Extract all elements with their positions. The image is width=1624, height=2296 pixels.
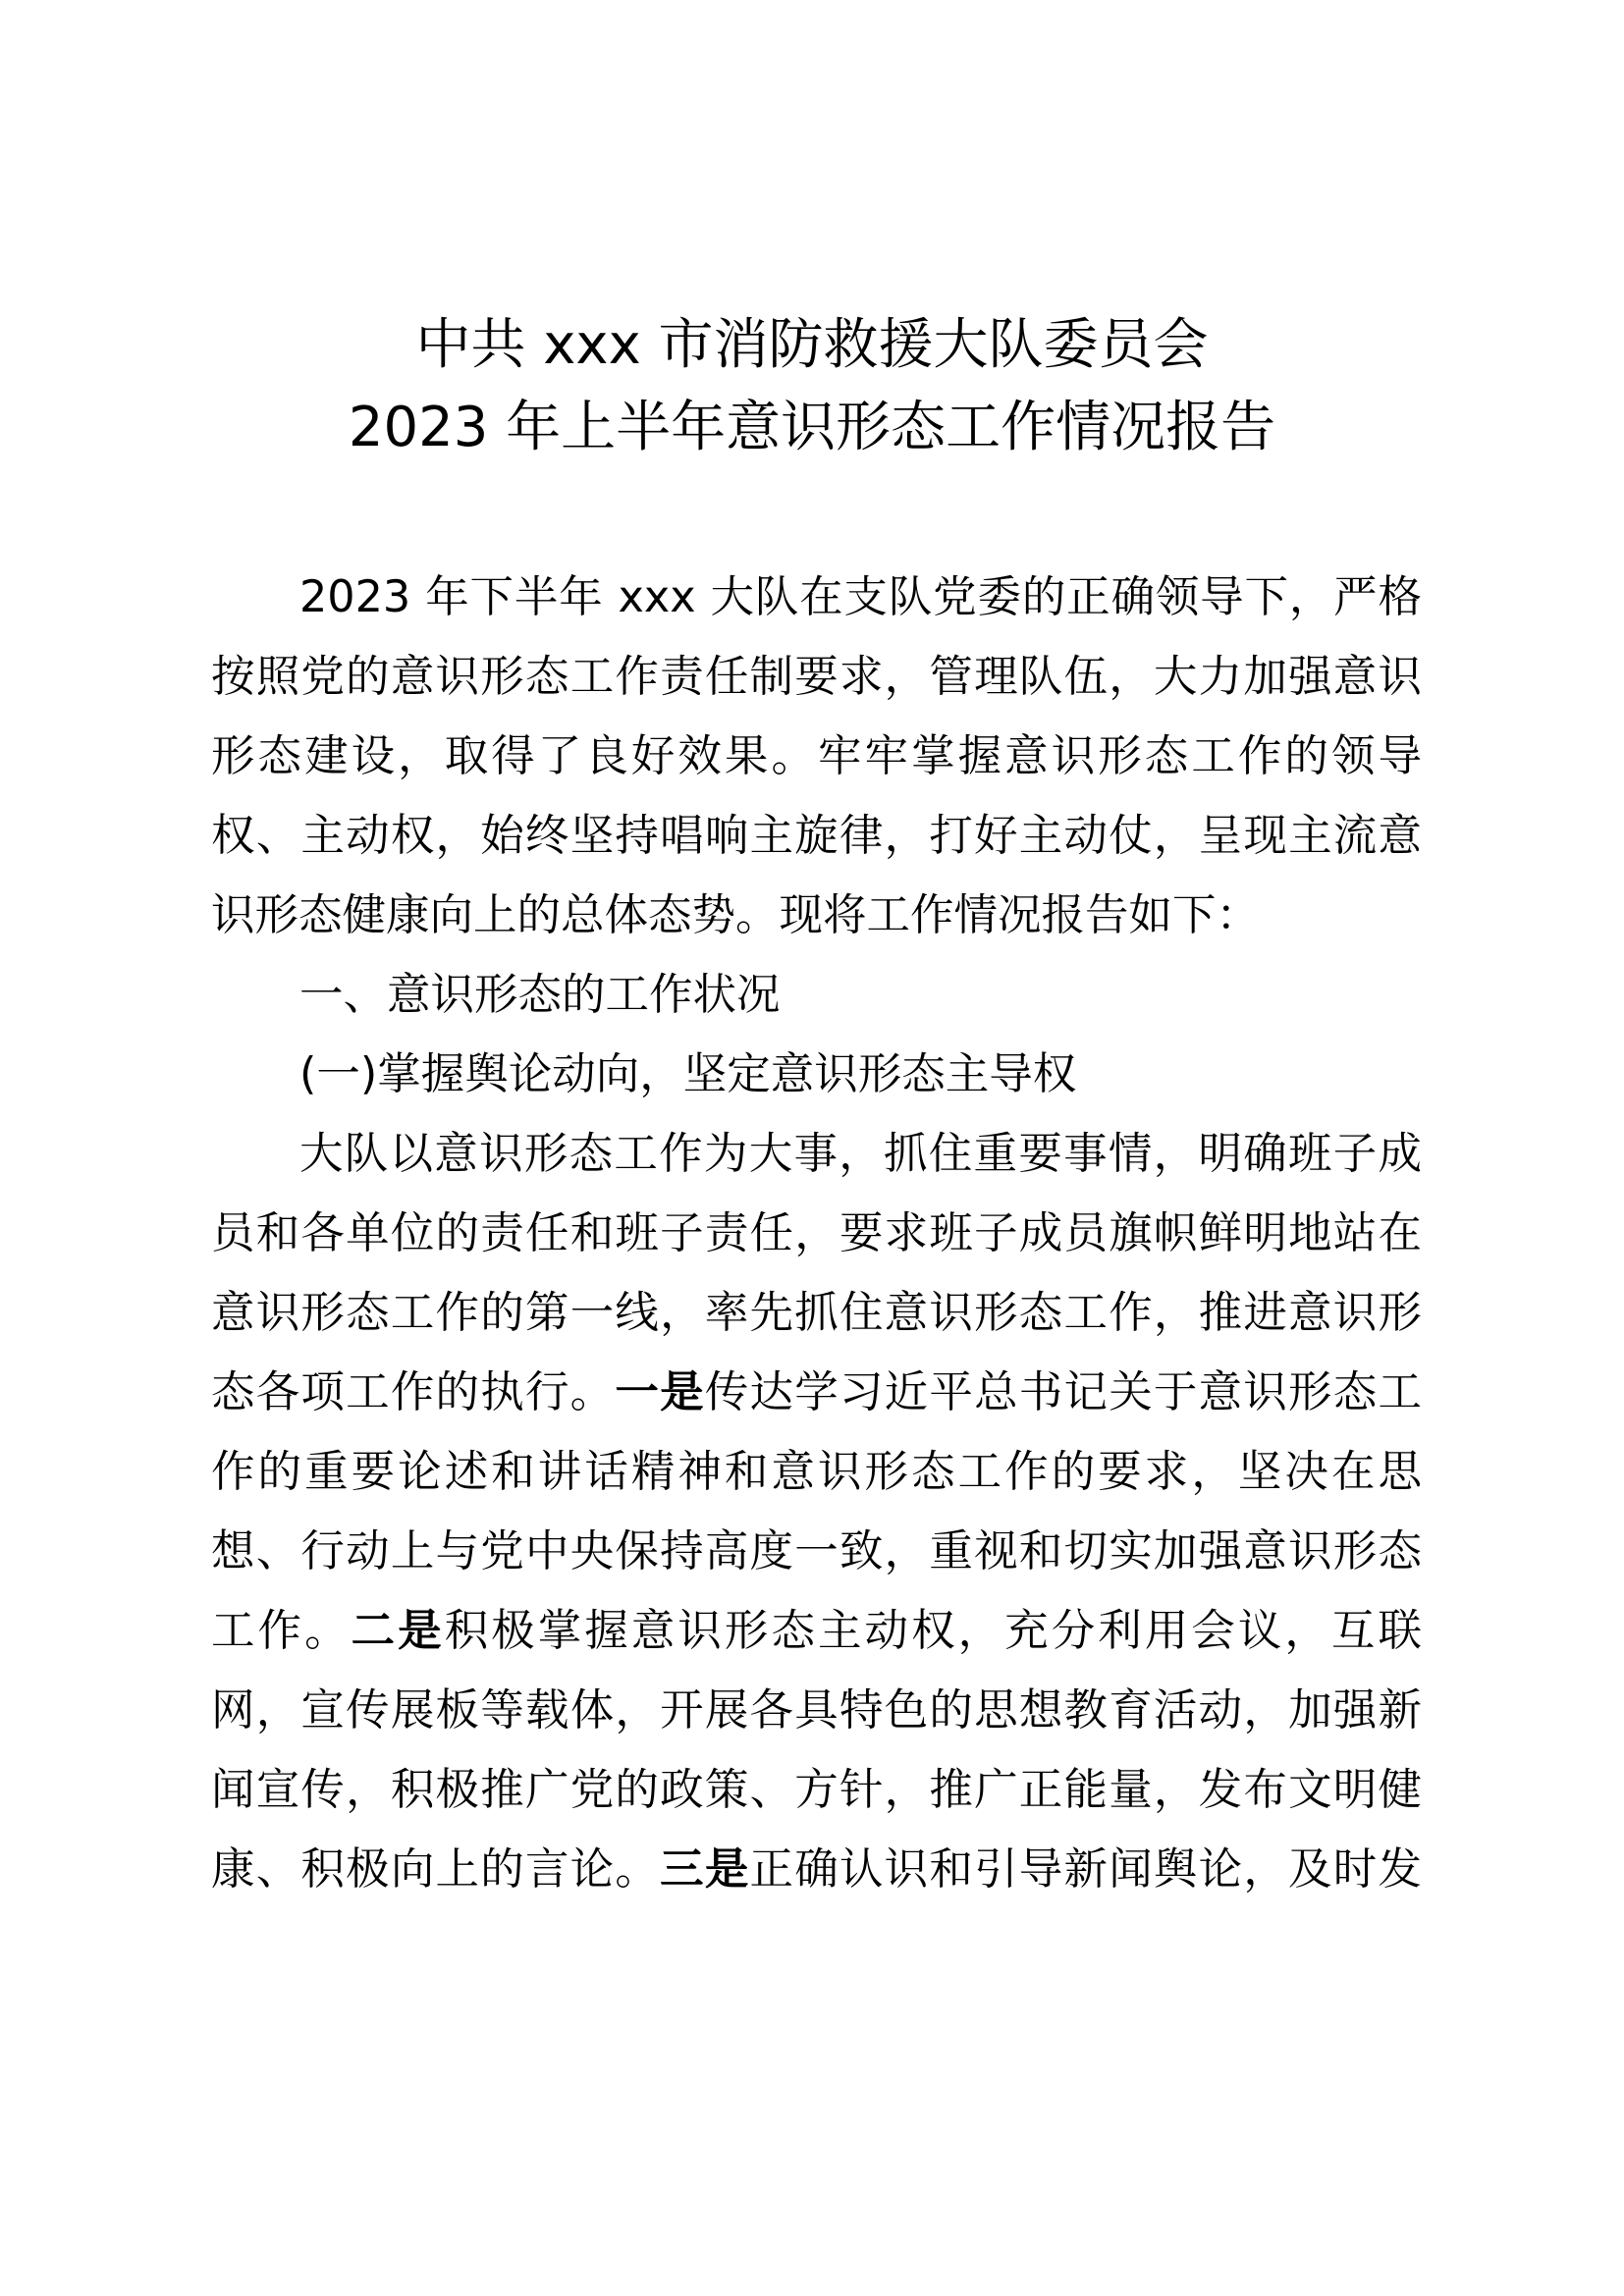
text-segment: 康、积极向上的言论。	[211, 1844, 661, 1895]
text-segment: 传达学习近平总书记关于意识形态工	[704, 1367, 1422, 1417]
text-line	[211, 1512, 1422, 1591]
text-line	[211, 796, 1422, 876]
text-segment: 大队以意识形态工作为大事，抓住重要事情，明确班子成	[299, 1129, 1422, 1179]
text-line	[211, 1353, 1422, 1432]
text-segment: 员和各单位的责任和班子责任，要求班子成员旗帜鲜明地站在	[211, 1208, 1422, 1258]
text-segment: 闻宣传，积极推广党的政策、方针，推广正能量，发布文明健	[211, 1765, 1422, 1815]
text-line	[211, 1591, 1422, 1671]
text-segment: (一)掌握舆论动向，坚定意识形态主导权	[299, 1049, 1077, 1099]
text-line	[211, 1830, 1422, 1909]
text-segment: 积极掌握意识形态主动权，充分利用会议，互联	[444, 1606, 1422, 1656]
text-line	[211, 1114, 1422, 1194]
text-line	[211, 1273, 1422, 1353]
bold-text: 二是	[351, 1606, 445, 1656]
title-line-2: 2023 年上半年意识形态工作情况报告	[348, 396, 1276, 459]
bold-text: 一是	[615, 1367, 705, 1417]
text-line	[211, 876, 1422, 955]
text-segment: 网，宣传展板等载体，开展各具特色的思想教育活动，加强新	[211, 1685, 1422, 1735]
text-line	[211, 637, 1422, 717]
text-segment: 想、行动上与党中央保持高度一致，重视和切实加强意识形态	[211, 1526, 1422, 1576]
text-segment: 权、主动权，始终坚持唱响主旋律，打好主动仗，呈现主流意	[211, 811, 1422, 861]
text-line	[211, 1671, 1422, 1750]
text-segment: 一、意识形态的工作状况	[299, 970, 781, 1020]
text-segment: 意识形态工作的第一线，率先抓住意识形态工作，推进意识形	[211, 1288, 1422, 1338]
text-segment: 工作。	[211, 1606, 352, 1656]
text-segment: 作的重要论述和讲话精神和意识形态工作的要求，坚决在思	[211, 1447, 1422, 1497]
title-line-1: 中共 xxx 市消防救援大队委员会	[415, 313, 1209, 377]
text-segment: 2023 年下半年 xxx 大队在支队党委的正确领导下，严格	[299, 572, 1422, 622]
text-line	[211, 1035, 1422, 1114]
text-segment: 形态建设，取得了良好效果。牢牢掌握意识形态工作的领导	[211, 731, 1422, 781]
text-segment: 按照党的意识形态工作责任制要求，管理队伍，大力加强意识	[211, 652, 1422, 702]
document-body	[211, 558, 1422, 1909]
text-line	[211, 1194, 1422, 1273]
text-line	[211, 955, 1422, 1035]
text-line	[211, 558, 1422, 637]
text-segment: 识形态健康向上的总体态势。现将工作情况报告如下：	[211, 890, 1261, 940]
document-title	[0, 304, 1624, 469]
bold-text: 三是	[660, 1844, 750, 1895]
text-line	[211, 1750, 1422, 1830]
text-segment: 正确认识和引导新闻舆论，及时发	[749, 1844, 1422, 1895]
text-segment: 态各项工作的执行。	[211, 1367, 616, 1417]
text-line	[211, 1432, 1422, 1512]
text-line	[211, 717, 1422, 796]
